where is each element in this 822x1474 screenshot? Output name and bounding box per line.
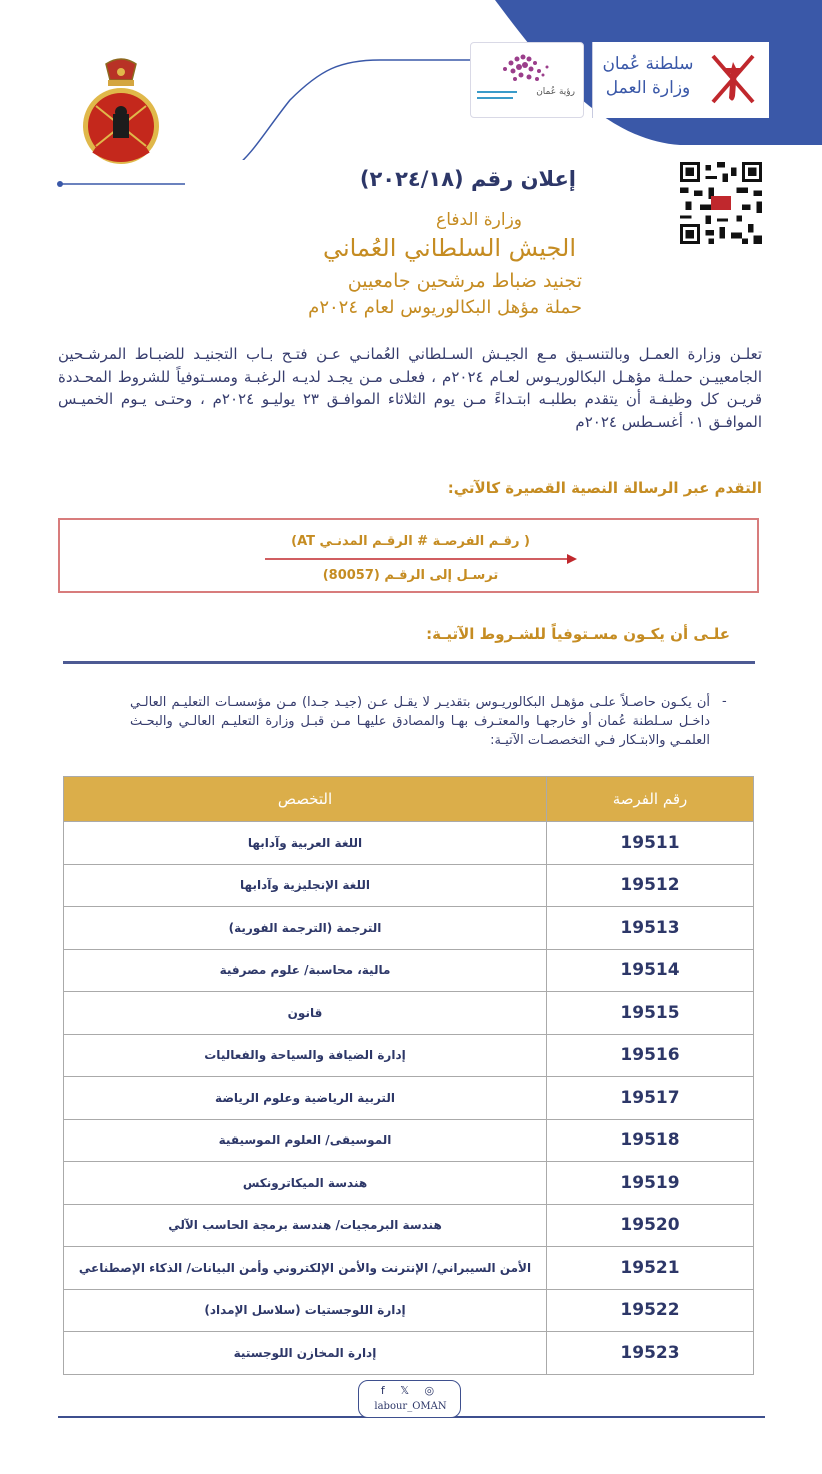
vision-logo-text: رؤية عُمان <box>536 87 575 97</box>
oman-khanjar-icon <box>705 48 761 110</box>
table-header-row <box>64 777 754 822</box>
table-row <box>64 1119 754 1162</box>
oman-vision-logo <box>470 42 584 118</box>
table-row <box>64 992 754 1035</box>
opportunity-number: 19522 <box>547 1289 754 1332</box>
specialty-name: مالية، محاسبة/ علوم مصرفية <box>64 949 547 992</box>
announcement-number: إعلان رقم (٢٠٢٤/١٨) <box>359 167 576 191</box>
recruitment-title: تجنيد ضباط مرشحين جامعيين <box>347 270 582 292</box>
opportunity-number: 19512 <box>547 864 754 907</box>
sms-send-number: ترسـل إلى الرقـم (80057) <box>322 568 499 583</box>
condition-bullet: - <box>722 694 727 709</box>
specialty-name: إدارة اللوجستيات (سلاسل الإمداد) <box>64 1289 547 1332</box>
opportunity-number: 19515 <box>547 992 754 1035</box>
header-opportunity-number: رقم الفرصة <box>547 777 754 822</box>
specialty-name: هندسة الميكاترونكس <box>64 1162 547 1205</box>
section-divider <box>63 661 755 664</box>
opportunity-number: 19518 <box>547 1119 754 1162</box>
armed-forces-emblem-icon <box>80 58 162 170</box>
specialty-name: قانون <box>64 992 547 1035</box>
specialty-name: الأمن السيبراني/ الإنترنت والأمن الإلكتروني وأمن البيانات/ الذكاء الإصطناعي <box>64 1247 547 1290</box>
opportunity-number: 19523 <box>547 1332 754 1375</box>
sms-instructions-box <box>58 518 759 593</box>
table-row <box>64 1332 754 1375</box>
opportunity-number: 19519 <box>547 1162 754 1205</box>
table-body <box>64 822 754 1375</box>
table-row <box>64 1162 754 1205</box>
sms-section-title: التقدم عبر الرسالة النصية القصيرة كالآتي: <box>447 479 762 497</box>
qr-code-icon[interactable] <box>680 162 762 244</box>
table-row <box>64 1204 754 1247</box>
table-row <box>64 907 754 950</box>
arrow-right-icon <box>265 553 577 565</box>
conditions-title: علـى أن يكـون مسـتوفياً للشـروط الآتيـة: <box>426 625 730 643</box>
opportunity-number: 19514 <box>547 949 754 992</box>
table-row <box>64 864 754 907</box>
social-icons: f 𝕏 ◎ <box>380 1384 441 1397</box>
table-row <box>64 949 754 992</box>
opportunity-number: 19516 <box>547 1034 754 1077</box>
specialty-name: اللغة الإنجليزية وآدابها <box>64 864 547 907</box>
table-row <box>64 1247 754 1290</box>
opportunity-number: 19513 <box>547 907 754 950</box>
opportunity-number: 19511 <box>547 822 754 865</box>
condition-text: أن يكـون حاصـلاً علـى مؤهـل البكالوريـوس بتقديـر لا يقـل عـن (جيـد جـدا) مـن مؤسسـات التعليـم العالـي داخـل سـلطنة عُمان أو خارجهـا والمعتـرف بهـا والمصادق عليهـا مـن قبـل وزارة التعليـم العالـي والبحـث العلمـي والابتـكار فـي التخصصـات الآتيـة: <box>130 695 710 748</box>
specialty-name: اللغة العربية وآدابها <box>64 822 547 865</box>
opportunity-number: 19517 <box>547 1077 754 1120</box>
ministry-logo-line1: سلطنة عُمان <box>602 54 694 74</box>
header-specialty: التخصص <box>64 777 547 822</box>
ministry-name: وزارة الدفاع <box>436 210 522 230</box>
ministry-logo-line2: وزارة العمل <box>605 78 691 98</box>
specialty-name: الموسيقى/ العلوم الموسيقية <box>64 1119 547 1162</box>
opportunity-number: 19521 <box>547 1247 754 1290</box>
table-row <box>64 1289 754 1332</box>
social-handle[interactable]: labour_OMAN <box>374 1401 447 1412</box>
table-row <box>64 1034 754 1077</box>
specialty-name: هندسة البرمجيات/ هندسة برمجة الحاسب الآلي <box>64 1204 547 1247</box>
opportunity-number: 19520 <box>547 1204 754 1247</box>
specialties-table <box>63 776 754 1375</box>
intro-paragraph: تعلـن وزارة العمـل وبالتنسـيق مـع الجيـش السـلطاني العُمانـي عـن فتـح بـاب التجنيـد للضبـاط المرشـحين الجامعييـن حملـة مؤهـل البكالوريـوس لعـام ٢٠٢٤م ، فعلـى مـن يجـد لديـه الرغبـة ومسـتوفياً للشروط المحـددة قريـن كل وظيفـة أن يتقدم بطلبـه ابتـداءً مـن يوم الثلاثاء الموافـق ٢٣ يوليـو ٢٠٢٤م ، وحتـى يـوم الخميـس الموافـق ٠١ أغسـطس ٢٠٢٤م <box>58 345 763 431</box>
table-row <box>64 1077 754 1120</box>
table-row <box>64 822 754 865</box>
specialty-name: إدارة المخازن اللوجستية <box>64 1332 547 1375</box>
ministry-of-labour-logo <box>592 42 769 118</box>
vision-dots-icon <box>495 49 555 89</box>
sms-code-format: ( رقـم الفرصـة # الرقـم المدنـي AT) <box>291 534 530 549</box>
qualification-title: حملة مؤهل البكالوريوس لعام ٢٠٢٤م <box>308 297 582 318</box>
specialty-name: الترجمة (الترجمة الفورية) <box>64 907 547 950</box>
specialty-name: التربية الرياضية وعلوم الرياضة <box>64 1077 547 1120</box>
army-name: الجيش السلطاني العُماني <box>322 234 576 262</box>
specialty-name: إدارة الضيافة والسياحة والفعاليات <box>64 1034 547 1077</box>
social-media-badge[interactable] <box>358 1380 461 1418</box>
